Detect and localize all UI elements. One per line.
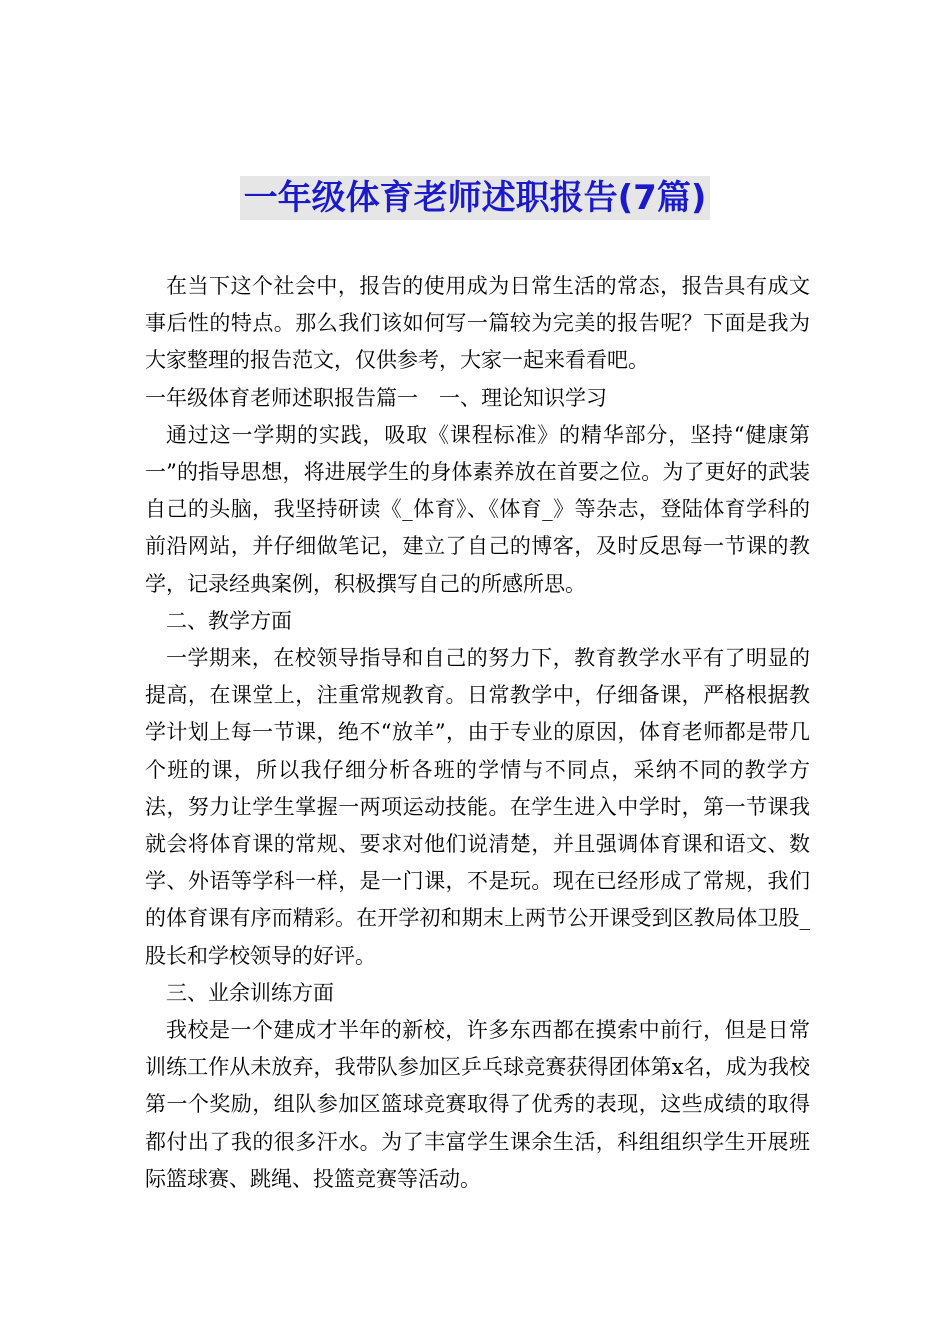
teaching-paragraph: 一学期来，在校领导指导和自己的努力下，教育教学水平有了明显的提高，在课堂上，注重常规教育。日常教学中，仔细备课，严格根据教学计划上每一节课，绝不“放羊”，由于专业的原因，体育老师都是带几个班的课，所以我仔细分析各班的学情与不同点，采纳不同的教学方法，努力让学生掌握一两项运动技能。在学生进入中学时，第一节课我就会将体育课的常规、要求对他们说清楚，并且强调体育课和语文、数学、外语等学科一样，是一门课，不是玩。现在已经形成了常规，我们的体育课有序而精彩。在开学初和期末上两节公开课受到区教局体卫股_股长和学校领导的好评。 <box>145 646 810 968</box>
theory-paragraph: 通过这一学期的实践，吸取《课程标准》的精华部分，坚持“健康第一”的指导思想，将进展学生的身体素养放在首要之位。为了更好的武装自己的头脑，我坚持研读《_体育》、《体育_》等杂志，登陆体育学科的前沿网站，并仔细做笔记，建立了自己的博客，及时反思每一节课的教学，记录经典案例，积极撰写自己的所感所思。 <box>145 422 810 596</box>
teaching-heading: 二、教学方面 <box>166 608 292 633</box>
intro-paragraph: 在当下这个社会中，报告的使用成为日常生活的常态，报告具有成文事后性的特点。那么我们该如何写一篇较为完美的报告呢？下面是我为大家整理的报告范文，仅供参考，大家一起来看看吧。 <box>145 274 810 373</box>
document-title: 一年级体育老师述职报告(7篇) <box>240 176 711 220</box>
title-container <box>0 176 950 220</box>
section-title: 一年级体育老师述职报告篇一 一、理论知识学习 <box>145 385 607 410</box>
training-paragraph: 我校是一个建成才半年的新校，许多东西都在摸索中前行，但是日常训练工作从未放弃，我带队参加区乒乓球竞赛获得团体第x名，成为我校第一个奖励，组队参加区篮球竞赛取得了优秀的表现，这些成绩的取得都付出了我的很多汗水。为了丰富学生课余生活，科组组织学生开展班际篮球赛、跳绳、投篮竞赛等活动。 <box>145 1018 810 1191</box>
training-heading: 三、业余训练方面 <box>166 980 334 1005</box>
document-body <box>145 268 810 1198</box>
